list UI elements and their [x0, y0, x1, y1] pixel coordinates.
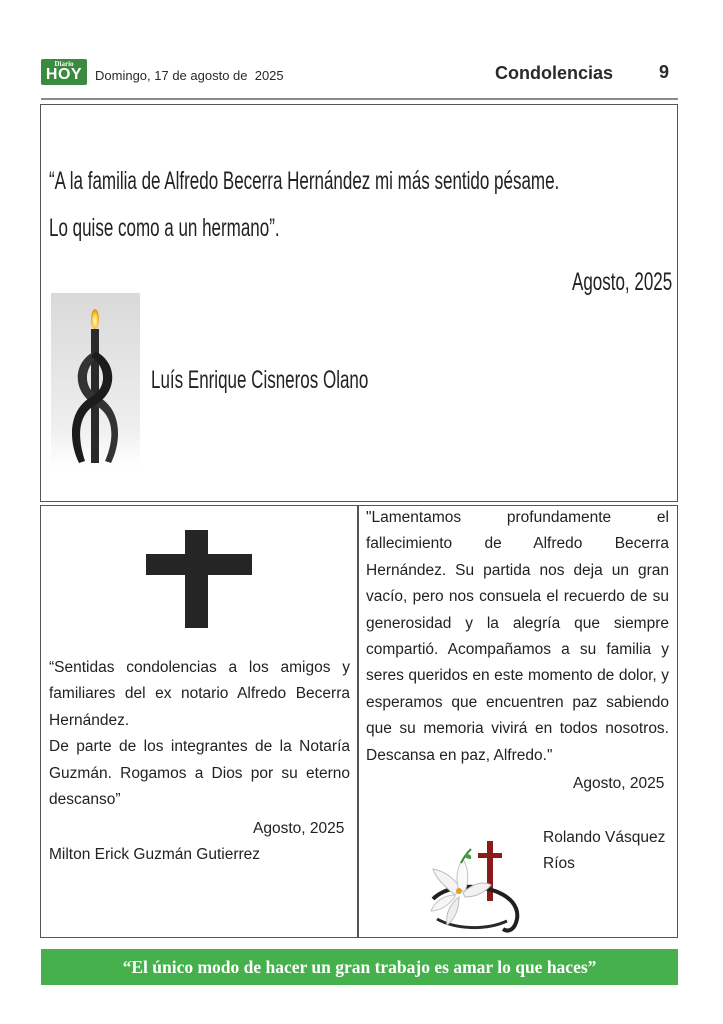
- notice-right-date: Agosto, 2025: [573, 775, 665, 792]
- notice-left-text: “Sentidas condolencias a los amigos y familiares del ex notario Alfredo Becerra Hernández. De parte de los integrantes de la Notaría Guzmán. Rogamos a Dios por su eterno descanso”: [49, 659, 350, 809]
- header-divider: [41, 98, 678, 100]
- page-number: 9: [659, 62, 670, 82]
- section-title: Condolencias: [495, 63, 614, 83]
- notice-right-text: "Lamentamos profundamente el fallecimiento de Alfredo Becerra Hernández. Su partida nos deja un gran vacío, pero nos consuela el recuerdo de su generosidad y la alegría que siempre compartió. Acompañamos a su familia y seres queridos en este momento de dolor, y esperamos que encuentren paz sabiendo que su memoria vivirá en todos nosotros. Descansa en paz, Alfredo.": [366, 509, 669, 764]
- notice-top-line2: Lo quise como a un hermano”.: [49, 214, 280, 242]
- notice-left-signature: Milton Erick Guzmán Gutierrez: [49, 846, 261, 863]
- cross-icon: [145, 530, 253, 630]
- notice-top-signature: Luís Enrique Cisneros Olano: [151, 366, 369, 394]
- footer-quote-banner: “El único modo de hacer un gran trabajo es amar lo que haces”: [41, 949, 678, 985]
- notice-left-date: Agosto, 2025: [253, 820, 345, 837]
- notice-top-date: Agosto, 2025: [572, 268, 673, 296]
- candle-ribbon-icon: [51, 293, 140, 468]
- logo-small-text: Diario: [54, 60, 74, 68]
- notice-right-signature-line1: Rolando Vásquez: [543, 829, 666, 846]
- notice-right-signature-line2: Ríos: [543, 855, 575, 872]
- notice-top-line1: “A la familia de Alfredo Becerra Hernández mi más sentido pésame.: [49, 167, 560, 195]
- issue-date: Domingo, 17 de agosto de 2025: [95, 68, 284, 83]
- lily-cross-icon: [425, 833, 531, 935]
- logo-main-text: HOY: [45, 66, 83, 83]
- newspaper-logo: [41, 59, 87, 85]
